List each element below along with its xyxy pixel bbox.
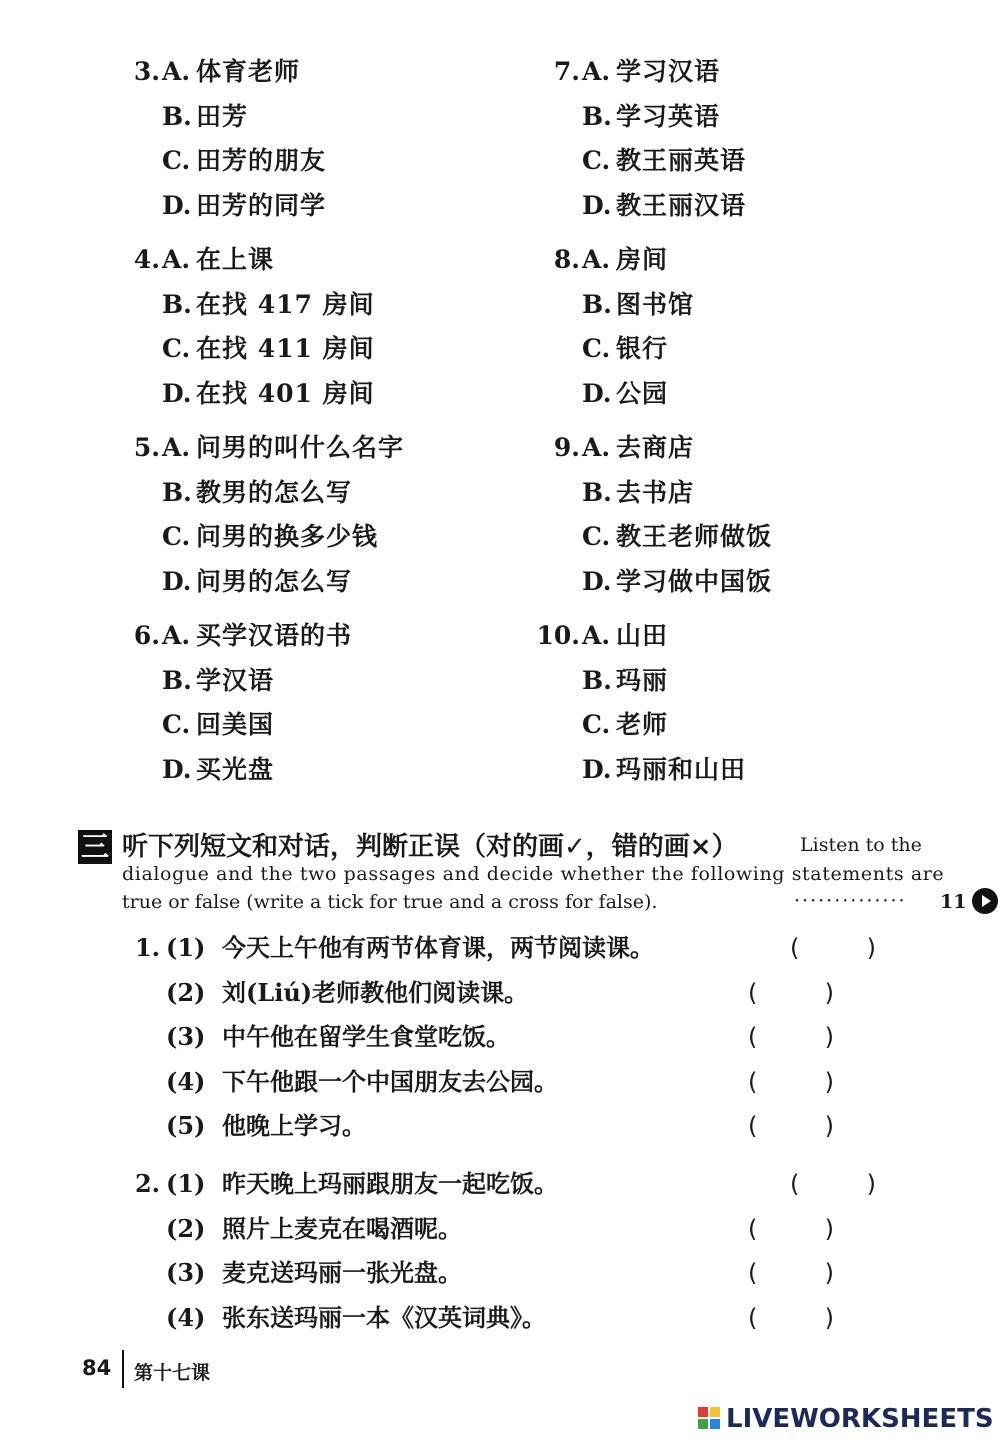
question-block (118, 50, 548, 238)
paren-open: ( (748, 1023, 758, 1051)
option-text: 问男的叫什么名字 (196, 433, 405, 462)
question-block (528, 50, 958, 238)
logo-square-3 (698, 1419, 708, 1429)
paren-open: ( (748, 978, 758, 1007)
mc-column-left (118, 50, 548, 802)
logo-square-1 (698, 1407, 708, 1417)
statement-text: 照片上麦克在喝酒呢。 (222, 1213, 462, 1243)
answer-option[interactable] (118, 283, 548, 328)
answer-option[interactable] (118, 139, 548, 184)
statement-sub-number: (4) (166, 1302, 206, 1332)
option-text: 教男的怎么写 (196, 477, 353, 507)
option-text: 老师 (616, 710, 669, 739)
logo-square-4 (710, 1419, 720, 1429)
paren-close: ) (824, 1214, 834, 1243)
option-text: 在找 401 房间 (196, 378, 375, 408)
option-text: 田芳的朋友 (196, 146, 327, 175)
answer-option[interactable] (118, 372, 548, 417)
option-text: 学习汉语 (616, 57, 721, 86)
answer-option[interactable] (118, 184, 548, 229)
tf-group-1 (118, 926, 888, 1149)
paren-open: ( (748, 1259, 758, 1287)
option-text: 房间 (616, 245, 669, 274)
option-letter: D. (162, 190, 192, 220)
answer-option[interactable] (118, 703, 548, 748)
option-letter: D. (582, 378, 612, 408)
answer-option[interactable] (528, 372, 958, 417)
section-title-chinese: 听下列短文和对话，判断正误（对的画✓，错的画×） (122, 832, 738, 862)
option-text: 在找 411 房间 (196, 334, 375, 363)
option-text: 问男的怎么写 (196, 566, 353, 596)
leader-dots: ·············· (794, 890, 907, 912)
answer-option[interactable] (528, 614, 958, 659)
paren-open: ( (790, 1170, 800, 1198)
paren-close: ) (824, 978, 834, 1007)
statement-row (118, 971, 888, 1016)
logo-square-2 (710, 1407, 720, 1417)
option-text: 山田 (616, 621, 669, 650)
question-block (118, 426, 548, 614)
question-number: 5. (133, 433, 160, 462)
statement-text: 今天上午他有两节体育课，两节阅读课。 (222, 933, 654, 962)
option-letter: A. (162, 621, 191, 650)
option-text: 在找 417 房间 (196, 289, 375, 319)
option-letter: C. (582, 710, 611, 739)
statement-text: 中午他在留学生食堂吃饭。 (222, 1022, 510, 1051)
option-text: 回美国 (196, 710, 275, 739)
question-number: 10. (536, 621, 580, 650)
answer-option[interactable] (118, 426, 548, 471)
option-letter: A. (582, 621, 611, 650)
paren-close: ) (866, 934, 876, 962)
answer-option[interactable] (118, 748, 548, 793)
paren-open: ( (748, 1067, 758, 1096)
footer-divider (122, 1350, 124, 1388)
paren-close: ) (866, 1170, 876, 1198)
option-letter: B. (162, 665, 192, 695)
option-text: 田芳 (196, 101, 249, 131)
option-letter: B. (582, 665, 612, 695)
section-number-icon: 三 (78, 830, 112, 864)
paren-close: ) (824, 1259, 834, 1287)
option-text: 教王丽汉语 (616, 190, 747, 220)
answer-option[interactable] (528, 560, 958, 605)
answer-option[interactable] (528, 238, 958, 283)
question-block (118, 238, 548, 426)
statement-row (118, 926, 888, 971)
answer-option[interactable] (528, 50, 958, 95)
statement-group-number: 1. (134, 933, 160, 962)
option-letter: A. (162, 57, 191, 86)
option-letter: A. (582, 433, 611, 462)
option-text: 体育老师 (196, 57, 301, 86)
brand-name: LIVEWORKSHEETS (726, 1404, 994, 1434)
question-number: 7. (553, 57, 580, 86)
question-number: 6. (133, 621, 160, 650)
option-text: 田芳的同学 (196, 190, 327, 220)
option-letter: C. (162, 522, 191, 551)
section-title-english-1: Listen to the (800, 834, 922, 856)
statement-row (118, 1104, 888, 1149)
answer-option[interactable] (528, 515, 958, 560)
answer-option[interactable] (118, 614, 548, 659)
answer-option[interactable] (528, 703, 958, 748)
answer-option[interactable] (118, 471, 548, 516)
paren-open: ( (748, 1112, 758, 1140)
answer-option[interactable] (118, 238, 548, 283)
answer-option[interactable] (528, 139, 958, 184)
option-letter: B. (582, 101, 612, 131)
option-letter: B. (162, 289, 192, 319)
statement-sub-number: (5) (166, 1111, 206, 1140)
option-text: 问男的换多少钱 (196, 522, 379, 551)
option-text: 公园 (616, 378, 669, 408)
option-text: 在上课 (196, 245, 275, 274)
statement-sub-number: (1) (166, 933, 206, 962)
option-letter: C. (582, 146, 611, 175)
option-text: 去商店 (616, 433, 695, 462)
option-letter: C. (162, 146, 191, 175)
option-letter: A. (582, 245, 611, 274)
answer-option[interactable] (118, 50, 548, 95)
answer-option[interactable] (118, 327, 548, 372)
answer-option[interactable] (528, 95, 958, 140)
option-letter: B. (582, 289, 612, 319)
statement-row (118, 1060, 888, 1105)
option-text: 教王丽英语 (616, 146, 747, 175)
answer-option[interactable] (528, 426, 958, 471)
answer-option[interactable] (528, 748, 958, 793)
option-letter: D. (162, 378, 192, 408)
statement-row (118, 1162, 888, 1207)
question-number: 8. (553, 245, 580, 274)
lesson-title: 第十七课 (134, 1362, 211, 1384)
option-letter: B. (162, 477, 192, 507)
answer-option[interactable] (528, 659, 958, 704)
option-text: 学习英语 (616, 101, 721, 131)
option-letter: A. (162, 433, 191, 462)
option-letter: B. (582, 477, 612, 507)
question-block (528, 238, 958, 426)
paren-close: ) (824, 1023, 834, 1051)
option-letter: D. (582, 190, 612, 220)
answer-option[interactable] (528, 327, 958, 372)
question-number: 3. (133, 57, 160, 86)
statement-text: 下午他跟一个中国朋友去公园。 (222, 1066, 558, 1096)
option-text: 学习做中国饭 (616, 566, 773, 596)
option-text: 买学汉语的书 (196, 621, 353, 650)
question-block (528, 426, 958, 614)
option-letter: A. (582, 57, 611, 86)
answer-option[interactable] (528, 184, 958, 229)
answer-option[interactable] (528, 471, 958, 516)
option-text: 教王老师做饭 (616, 522, 773, 551)
paren-close: ) (824, 1067, 834, 1096)
question-number: 4. (133, 245, 160, 274)
question-block (528, 614, 958, 802)
audio-track-number: 11 (940, 891, 967, 913)
statement-row (118, 1207, 888, 1252)
section-title-english-3: true or false (write a tick for true and a cross for false). (122, 891, 658, 913)
option-letter: D. (582, 566, 612, 596)
option-letter: D. (582, 754, 612, 784)
answer-option[interactable] (118, 560, 548, 605)
option-text: 去书店 (616, 477, 695, 507)
option-text: 买光盘 (196, 754, 275, 784)
option-letter: C. (162, 710, 191, 739)
answer-option[interactable] (118, 659, 548, 704)
section-title-english-2: dialogue and the two passages and decide whether the following statements are (122, 863, 945, 885)
option-letter: A. (162, 245, 191, 274)
option-letter: D. (162, 566, 192, 596)
question-number: 9. (553, 433, 580, 462)
liveworksheets-logo-icon (698, 1407, 722, 1431)
option-text: 玛丽 (616, 665, 669, 695)
statement-text: 刘(Liú)老师教他们阅读课。 (222, 977, 529, 1007)
statement-sub-number: (1) (166, 1169, 206, 1198)
statement-sub-number: (2) (166, 977, 206, 1007)
paren-close: ) (824, 1112, 834, 1140)
paren-open: ( (748, 1303, 758, 1332)
statement-sub-number: (3) (166, 1022, 206, 1051)
play-icon[interactable] (972, 888, 998, 914)
answer-option[interactable] (118, 95, 548, 140)
option-text: 银行 (616, 334, 669, 363)
option-text: 图书馆 (616, 289, 695, 319)
question-block (118, 614, 548, 802)
statement-row (118, 1251, 888, 1296)
option-letter: D. (162, 754, 192, 784)
answer-option[interactable] (528, 283, 958, 328)
statement-row (118, 1296, 888, 1341)
statement-text: 张东送玛丽一本《汉英词典》。 (222, 1302, 546, 1332)
statement-text: 麦克送玛丽一张光盘。 (222, 1258, 462, 1287)
paren-close: ) (824, 1303, 834, 1332)
page-number: 84 (82, 1356, 112, 1380)
paren-open: ( (790, 934, 800, 962)
statement-sub-number: (2) (166, 1213, 206, 1243)
statement-text: 昨天晚上玛丽跟朋友一起吃饭。 (222, 1169, 558, 1198)
option-letter: C. (582, 522, 611, 551)
mc-column-right (528, 50, 958, 802)
tf-group-2 (118, 1162, 888, 1340)
option-text: 学汉语 (196, 665, 275, 695)
statement-row (118, 1015, 888, 1060)
statement-text: 他晚上学习。 (222, 1111, 366, 1140)
option-text: 玛丽和山田 (616, 754, 747, 784)
statement-group-number: 2. (134, 1169, 160, 1198)
answer-option[interactable] (118, 515, 548, 560)
option-letter: B. (162, 101, 192, 131)
statement-sub-number: (3) (166, 1258, 206, 1287)
option-letter: C. (582, 334, 611, 363)
option-letter: C. (162, 334, 191, 363)
paren-open: ( (748, 1214, 758, 1243)
statement-sub-number: (4) (166, 1066, 206, 1096)
